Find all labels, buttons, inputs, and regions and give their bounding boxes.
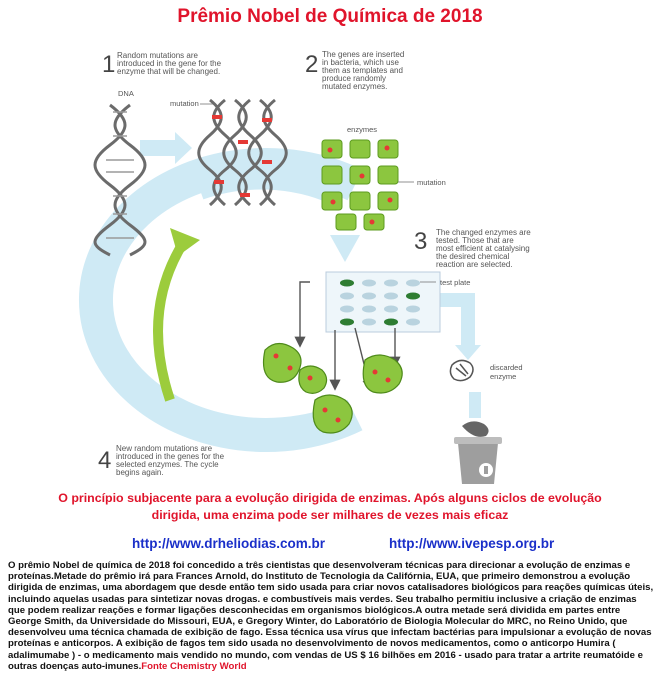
arrow-dna-to-mutation (140, 132, 192, 164)
step-3 (414, 228, 531, 269)
trash-bin-icon (454, 421, 502, 484)
step-3-line: reaction are selected. (436, 260, 513, 269)
step-2-line: The genes are inserted (322, 50, 405, 59)
discarded-enzyme (450, 360, 473, 380)
test-plate (326, 272, 440, 332)
step-4-number: 4 (98, 447, 112, 474)
test-plate-label: test plate (440, 278, 471, 287)
arrow-to-discard-head (455, 345, 481, 360)
enzymes-label: enzymes (347, 125, 378, 134)
step-4-line: selected enzymes. The cycle (116, 460, 219, 469)
article-text: O prêmio Nobel de química de 2018 foi concedido a três cientistas que desenvolveram técnicas para direcionar a evolução de enzimas e proteínas.Metade do prêmio irá para Frances Arnold, do Instituto de Tecnologia da Califórnia, EUA, que primeiro demonstrou a evolução dirigida de enzimas, uma abordagem que desde então tem sido usada para criar novos catalisadores biológicos para reações químicas úteis, incluindo aquelas usadas para sintetizar novas drogas. e combustíveis mais verdes. Seu trabalho permitiu inclusive a criação de enzimas que podem realizar reações e formar ligações desconhecidas em organismos biológicos.A outra metade será dividida em partes entre George Smith, da Universidade do Missouri, EUA, e Gregory Winter, do Laboratório de Biologia Molecular do MRC, no Reino Unido, que desenvolveu uma técnica chamada de exibição de fago. Essa técnica usa vírus que infectam bactérias para impulsionar a evolução de novas proteínas e anticorpos. A exibição de fagos tem sido usada no desenvolvimento de novos medicamentos, como o anticorpo Humira ( adalimumabe ) - o medicamento mais vendido no mundo, com vendas de US $ 16 bilhões em 2016 - usado para tratar a artrite reumatóide e outras doenças auto-imunes. (8, 560, 654, 672)
mutation-enzyme-label: mutation (417, 178, 446, 187)
step-4-line: New random mutations are (116, 444, 213, 453)
step-3-line: The changed enzymes are (436, 228, 531, 237)
step-1-line: introduced in the gene for the (117, 59, 222, 68)
green-cycle-arrow (158, 240, 185, 400)
step-2 (305, 50, 404, 91)
step-2-number: 2 (305, 51, 319, 78)
step-3-number: 3 (414, 228, 428, 255)
step-2-line: them as templates and (322, 66, 403, 75)
discarded-label: discarded (490, 363, 523, 372)
arrow-enzymes-down (330, 235, 360, 262)
link-drheliodias[interactable]: http://www.drheliodias.com.br (132, 536, 326, 551)
source-credit: Fonte Chemistry World (141, 660, 247, 672)
step-1-line: enzyme that will be changed. (117, 67, 221, 76)
step-3-line: most efficient at catalysing (436, 244, 530, 253)
step-1 (102, 51, 222, 78)
link-ivepesp[interactable]: http://www.ivepesp.org.br (389, 536, 555, 551)
step-4-line: begins again. (116, 468, 164, 477)
step-3-line: tested. Those that are (436, 236, 514, 245)
mutation-dna-label: mutation (170, 99, 199, 108)
caption-line: O princípio subjacente para a evolução dirigida de enzimas. Após alguns ciclos de evolução (58, 491, 602, 505)
step-2-line: in bacteria, which use (322, 58, 399, 67)
dna-label: DNA (118, 89, 134, 98)
discarded-label: enzyme (490, 372, 517, 381)
step-1-number: 1 (102, 51, 116, 78)
step-2-line: mutated enzymes. (322, 82, 388, 91)
step-4-line: introduced in the genes for the (116, 452, 225, 461)
step-3-line: the desired chemical (436, 252, 510, 261)
figure-caption (20, 490, 640, 524)
step-1-line: Random mutations are (117, 51, 198, 60)
step-4 (98, 444, 225, 477)
caption-line: dirigida, uma enzima pode ser milhares de vezes mais eficaz (151, 508, 509, 522)
cycle-arc (96, 165, 355, 435)
step-2-line: produce randomly (322, 74, 387, 83)
arrow-to-discard-line (440, 300, 468, 345)
article-body (8, 560, 656, 672)
page-title: Prêmio Nobel de Química de 2018 (177, 6, 483, 27)
